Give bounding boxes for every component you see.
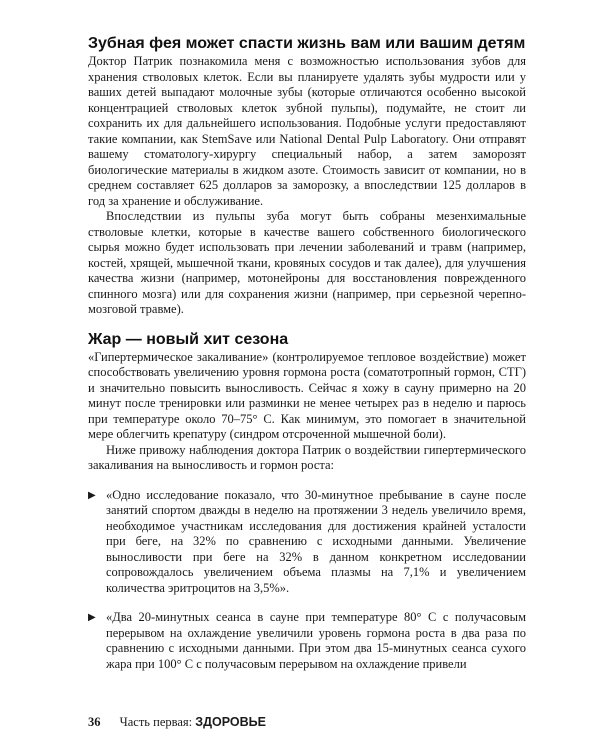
paragraph: «Гипертермическое закаливание» (контролируемое тепловое воздействие) может способствовать увеличению уровня гормона роста (соматотропный гормон, СТГ) и значительно повысить выносливость. Сейчас я хожу в сауну примерно на 20 минут после тренировки или разминки не менее четырех раз в неделю и парюсь при температуре около 70–75° С. Как минимум, это помогает в значительной мере облегчить крепатуру (синдром отсроченной мышечной боли). <box>88 349 526 441</box>
paragraph: Доктор Патрик познакомила меня с возможностью использования зубов для хранения стволовых клеток. Если вы планируете удалять зубы мудрости или у ваших детей выпадают молочные зубы (которые отличаются особенно высокой концентрацией стволовых клеток зубной пульпы), подумайте, не стоит ли сохранить их для дальнейшего использования. Подобные услуги предоставляют такие компании, как StemSave или National Dental Pulp Laboratory. Они отправят вашему стоматологу-хирургу специальный набор, а затем заморозят биологические материалы в жидком азоте. Стоимость зависит от компании, но в среднем составляет 625 долларов за заморозку, а впоследствии 125 долларов в год за хранение и обслуживание. <box>88 54 526 208</box>
list-item <box>88 610 526 672</box>
list-item <box>88 488 526 597</box>
bullet-text: «Одно исследование показало, что 30-минутное пребывание в сауне после занятий спортом дважды в неделю на протяжении 3 недель увеличило время, необходимое участникам исследования для достижения крайней усталости при беге, на 32% по сравнению с исходными данными. Увеличение выносливости при беге на 32% в данном конкретном исследовании сопровождалось увеличением объема плазмы на 7,1% и увеличением количества эритроцитов на 3,5%». <box>106 487 526 595</box>
page-content <box>88 34 526 686</box>
paragraph: Впоследствии из пульпы зуба могут быть собраны мезенхимальные стволовые клетки, которые в качестве вашего собственного биологического сырья можно будет использовать при лечении заболеваний и травм (например, костей, хрящей, мышечной ткани, кровяных сосудов и так далее), для улучшения качества жизни (например, мотонейроны для восстановления поврежденного спинного мозга) или для сохранения жизни (например, при серьезной черепно-мозговой травме). <box>88 209 526 316</box>
triangle-right-icon: ▶ <box>88 489 96 501</box>
page-footer <box>88 714 526 730</box>
section-heading-heat: Жар — новый хит сезона <box>88 330 289 348</box>
part-label: Часть первая: <box>119 715 193 729</box>
paragraph: Ниже привожу наблюдения доктора Патрик о воздействии гипертермического закаливания на выносливость и гормон роста: <box>88 442 526 472</box>
part-title: ЗДОРОВЬЕ <box>195 715 266 729</box>
section-heading-tooth-fairy: Зубная фея может спасти жизнь вам или вашим детям <box>88 35 526 52</box>
bullet-list <box>88 488 526 673</box>
bullet-text: «Два 20-минутных сеанса в сауне при температуре 80° С с получасовым перерывом на охлаждение увеличили уровень гормона роста в два раза по сравнению с исходными данными. При этом два 15-минутных сеанса сухого жара при 100° С с получасовым перерывом на охлаждение привели <box>106 610 526 671</box>
page-number: 36 <box>88 715 101 729</box>
triangle-right-icon: ▶ <box>88 612 96 623</box>
